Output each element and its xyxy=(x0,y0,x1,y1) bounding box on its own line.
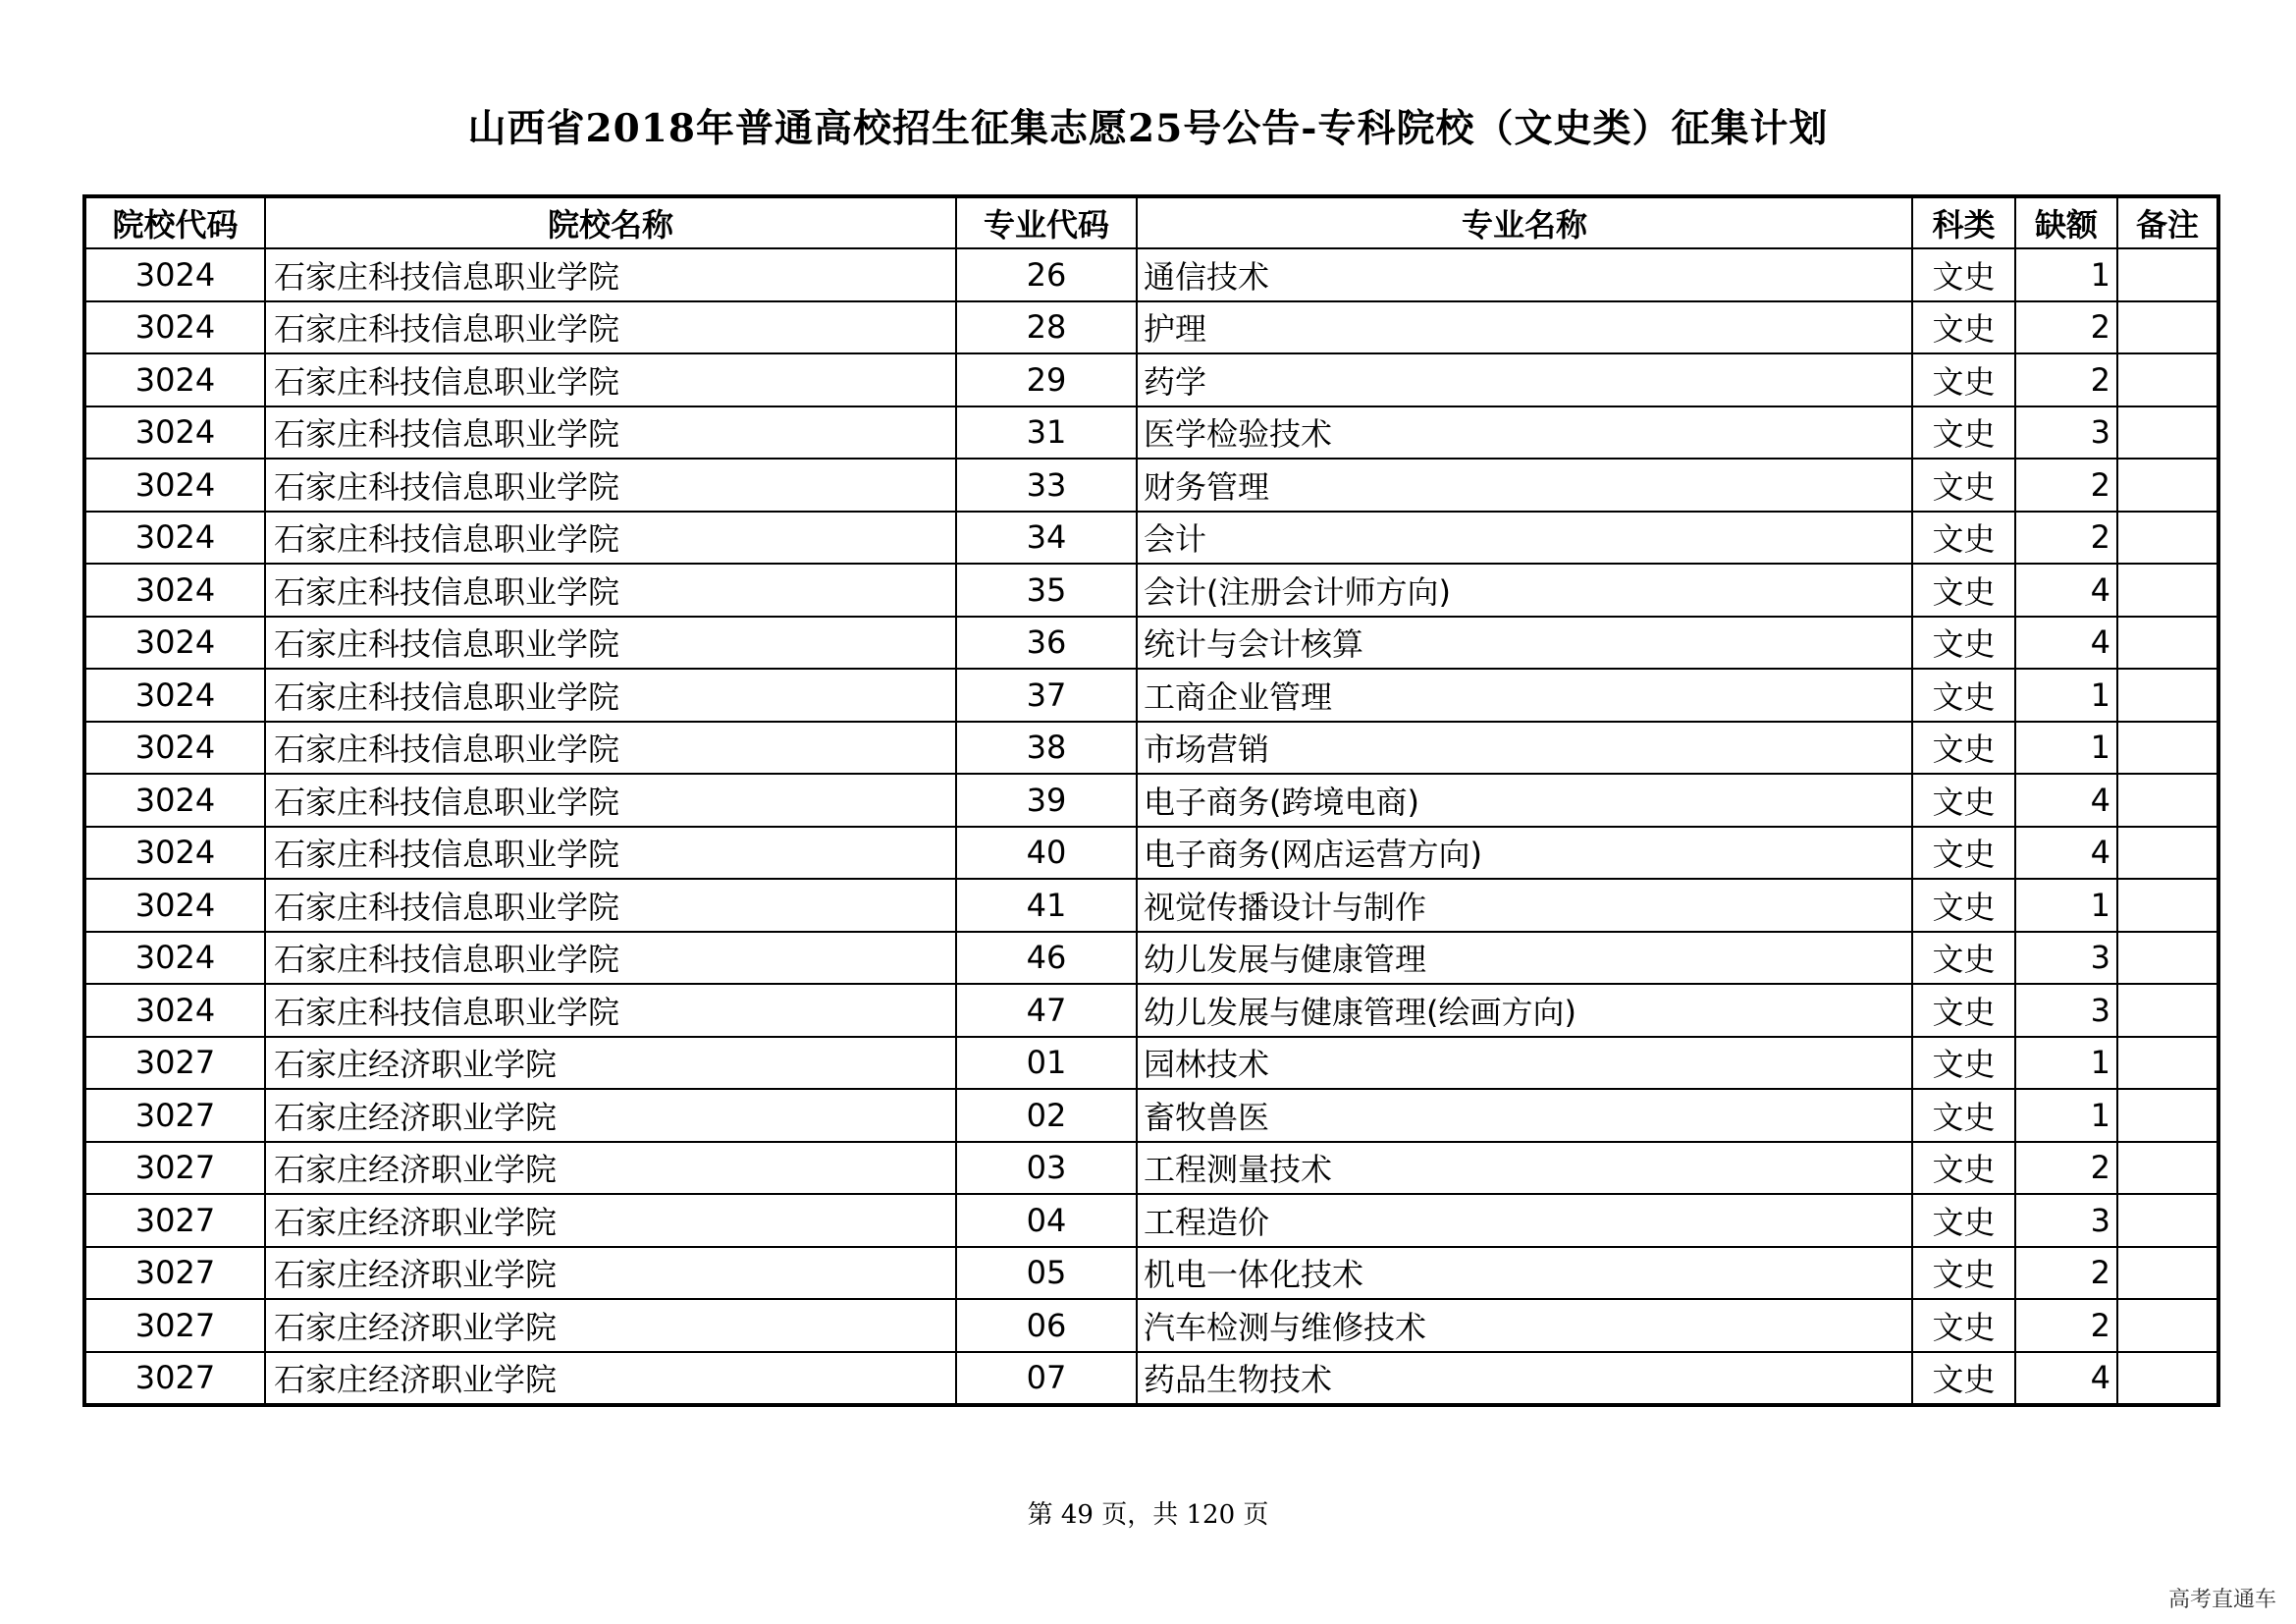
major-code-cell: 28 xyxy=(956,301,1137,354)
school-name-cell: 石家庄经济职业学院 xyxy=(265,1352,956,1406)
header-major-code: 专业代码 xyxy=(956,196,1137,248)
school-name-cell: 石家庄科技信息职业学院 xyxy=(265,406,956,460)
major-code-cell: 46 xyxy=(956,932,1137,985)
school-code-cell: 3027 xyxy=(84,1247,265,1300)
vacancies-cell: 2 xyxy=(2015,1247,2117,1300)
school-name-cell: 石家庄科技信息职业学院 xyxy=(265,669,956,722)
major-name-cell: 会计(注册会计师方向) xyxy=(1137,564,1912,617)
header-category: 科类 xyxy=(1912,196,2015,248)
enrollment-plan-table xyxy=(82,194,2220,1407)
remarks-cell xyxy=(2117,512,2218,565)
major-name-cell: 市场营销 xyxy=(1137,722,1912,775)
major-name-cell: 汽车检测与维修技术 xyxy=(1137,1299,1912,1352)
vacancies-cell: 2 xyxy=(2015,1299,2117,1352)
major-code-cell: 37 xyxy=(956,669,1137,722)
category-cell: 文史 xyxy=(1912,984,2015,1037)
remarks-cell xyxy=(2117,248,2218,301)
school-code-cell: 3024 xyxy=(84,248,265,301)
major-code-cell: 34 xyxy=(956,512,1137,565)
vacancies-cell: 2 xyxy=(2015,301,2117,354)
remarks-cell xyxy=(2117,1142,2218,1195)
major-name-cell: 电子商务(网店运营方向) xyxy=(1137,827,1912,880)
vacancies-cell: 1 xyxy=(2015,1089,2117,1142)
table-row xyxy=(84,1089,2218,1142)
table-row xyxy=(84,617,2218,670)
header-remarks: 备注 xyxy=(2117,196,2218,248)
header-school-name: 院校名称 xyxy=(265,196,956,248)
table-header-row xyxy=(84,196,2218,248)
major-name-cell: 视觉传播设计与制作 xyxy=(1137,879,1912,932)
remarks-cell xyxy=(2117,1194,2218,1247)
school-name-cell: 石家庄科技信息职业学院 xyxy=(265,512,956,565)
category-cell: 文史 xyxy=(1912,879,2015,932)
vacancies-cell: 3 xyxy=(2015,984,2117,1037)
category-cell: 文史 xyxy=(1912,669,2015,722)
table-row xyxy=(84,512,2218,565)
school-name-cell: 石家庄经济职业学院 xyxy=(265,1037,956,1090)
major-code-cell: 36 xyxy=(956,617,1137,670)
table-row xyxy=(84,406,2218,460)
remarks-cell xyxy=(2117,564,2218,617)
category-cell: 文史 xyxy=(1912,1037,2015,1090)
school-code-cell: 3024 xyxy=(84,722,265,775)
school-code-cell: 3024 xyxy=(84,512,265,565)
major-name-cell: 护理 xyxy=(1137,301,1912,354)
major-code-cell: 05 xyxy=(956,1247,1137,1300)
major-code-cell: 07 xyxy=(956,1352,1137,1406)
table-row xyxy=(84,564,2218,617)
school-name-cell: 石家庄科技信息职业学院 xyxy=(265,564,956,617)
category-cell: 文史 xyxy=(1912,353,2015,406)
category-cell: 文史 xyxy=(1912,1352,2015,1406)
table-body xyxy=(84,248,2218,1405)
school-name-cell: 石家庄科技信息职业学院 xyxy=(265,827,956,880)
major-name-cell: 畜牧兽医 xyxy=(1137,1089,1912,1142)
school-code-cell: 3024 xyxy=(84,564,265,617)
table-row xyxy=(84,1299,2218,1352)
major-code-cell: 02 xyxy=(956,1089,1137,1142)
table-row xyxy=(84,774,2218,827)
school-name-cell: 石家庄科技信息职业学院 xyxy=(265,932,956,985)
major-code-cell: 38 xyxy=(956,722,1137,775)
category-cell: 文史 xyxy=(1912,774,2015,827)
vacancies-cell: 3 xyxy=(2015,406,2117,460)
category-cell: 文史 xyxy=(1912,722,2015,775)
school-code-cell: 3027 xyxy=(84,1194,265,1247)
table-row xyxy=(84,827,2218,880)
table-row xyxy=(84,932,2218,985)
vacancies-cell: 3 xyxy=(2015,1194,2117,1247)
major-code-cell: 40 xyxy=(956,827,1137,880)
school-code-cell: 3024 xyxy=(84,774,265,827)
category-cell: 文史 xyxy=(1912,1194,2015,1247)
vacancies-cell: 3 xyxy=(2015,932,2117,985)
school-code-cell: 3024 xyxy=(84,879,265,932)
remarks-cell xyxy=(2117,1089,2218,1142)
school-name-cell: 石家庄科技信息职业学院 xyxy=(265,248,956,301)
school-code-cell: 3027 xyxy=(84,1089,265,1142)
category-cell: 文史 xyxy=(1912,512,2015,565)
table-row xyxy=(84,669,2218,722)
vacancies-cell: 1 xyxy=(2015,1037,2117,1090)
remarks-cell xyxy=(2117,406,2218,460)
major-code-cell: 01 xyxy=(956,1037,1137,1090)
school-code-cell: 3027 xyxy=(84,1037,265,1090)
table-row xyxy=(84,984,2218,1037)
school-name-cell: 石家庄科技信息职业学院 xyxy=(265,301,956,354)
remarks-cell xyxy=(2117,1247,2218,1300)
vacancies-cell: 4 xyxy=(2015,774,2117,827)
remarks-cell xyxy=(2117,617,2218,670)
school-code-cell: 3024 xyxy=(84,353,265,406)
category-cell: 文史 xyxy=(1912,1142,2015,1195)
category-cell: 文史 xyxy=(1912,1089,2015,1142)
major-name-cell: 幼儿发展与健康管理 xyxy=(1137,932,1912,985)
document-title: 山西省2018年普通高校招生征集志愿25号公告-专科院校（文史类）征集计划 xyxy=(467,106,1829,151)
school-name-cell: 石家庄科技信息职业学院 xyxy=(265,984,956,1037)
major-name-cell: 医学检验技术 xyxy=(1137,406,1912,460)
table-row xyxy=(84,459,2218,512)
major-name-cell: 工商企业管理 xyxy=(1137,669,1912,722)
vacancies-cell: 1 xyxy=(2015,879,2117,932)
remarks-cell xyxy=(2117,932,2218,985)
school-name-cell: 石家庄科技信息职业学院 xyxy=(265,879,956,932)
school-name-cell: 石家庄经济职业学院 xyxy=(265,1142,956,1195)
major-code-cell: 29 xyxy=(956,353,1137,406)
major-code-cell: 06 xyxy=(956,1299,1137,1352)
table-row xyxy=(84,1352,2218,1406)
category-cell: 文史 xyxy=(1912,564,2015,617)
school-code-cell: 3027 xyxy=(84,1299,265,1352)
remarks-cell xyxy=(2117,1037,2218,1090)
major-code-cell: 26 xyxy=(956,248,1137,301)
school-code-cell: 3024 xyxy=(84,459,265,512)
category-cell: 文史 xyxy=(1912,1247,2015,1300)
table-row xyxy=(84,879,2218,932)
category-cell: 文史 xyxy=(1912,1299,2015,1352)
major-name-cell: 通信技术 xyxy=(1137,248,1912,301)
major-name-cell: 工程测量技术 xyxy=(1137,1142,1912,1195)
major-code-cell: 41 xyxy=(956,879,1137,932)
school-name-cell: 石家庄科技信息职业学院 xyxy=(265,722,956,775)
school-code-cell: 3024 xyxy=(84,932,265,985)
major-name-cell: 园林技术 xyxy=(1137,1037,1912,1090)
school-code-cell: 3024 xyxy=(84,827,265,880)
remarks-cell xyxy=(2117,722,2218,775)
remarks-cell xyxy=(2117,1352,2218,1406)
remarks-cell xyxy=(2117,353,2218,406)
table-row xyxy=(84,1037,2218,1090)
table-row xyxy=(84,1194,2218,1247)
page-footer: 第 49 页，共 120 页 xyxy=(1027,1500,1269,1530)
school-code-cell: 3024 xyxy=(84,669,265,722)
vacancies-cell: 2 xyxy=(2015,353,2117,406)
major-code-cell: 35 xyxy=(956,564,1137,617)
school-name-cell: 石家庄科技信息职业学院 xyxy=(265,617,956,670)
major-code-cell: 31 xyxy=(956,406,1137,460)
remarks-cell xyxy=(2117,669,2218,722)
school-code-cell: 3024 xyxy=(84,406,265,460)
major-name-cell: 电子商务(跨境电商) xyxy=(1137,774,1912,827)
table-row xyxy=(84,722,2218,775)
school-name-cell: 石家庄经济职业学院 xyxy=(265,1299,956,1352)
major-code-cell: 33 xyxy=(956,459,1137,512)
header-major-name: 专业名称 xyxy=(1137,196,1912,248)
major-name-cell: 工程造价 xyxy=(1137,1194,1912,1247)
major-name-cell: 机电一体化技术 xyxy=(1137,1247,1912,1300)
remarks-cell xyxy=(2117,1299,2218,1352)
vacancies-cell: 2 xyxy=(2015,459,2117,512)
header-school-code: 院校代码 xyxy=(84,196,265,248)
category-cell: 文史 xyxy=(1912,827,2015,880)
major-name-cell: 财务管理 xyxy=(1137,459,1912,512)
category-cell: 文史 xyxy=(1912,301,2015,354)
major-name-cell: 会计 xyxy=(1137,512,1912,565)
remarks-cell xyxy=(2117,301,2218,354)
vacancies-cell: 1 xyxy=(2015,248,2117,301)
remarks-cell xyxy=(2117,984,2218,1037)
category-cell: 文史 xyxy=(1912,617,2015,670)
school-code-cell: 3024 xyxy=(84,617,265,670)
remarks-cell xyxy=(2117,879,2218,932)
table-row xyxy=(84,301,2218,354)
school-code-cell: 3027 xyxy=(84,1352,265,1406)
school-code-cell: 3027 xyxy=(84,1142,265,1195)
school-name-cell: 石家庄科技信息职业学院 xyxy=(265,459,956,512)
school-name-cell: 石家庄经济职业学院 xyxy=(265,1247,956,1300)
school-code-cell: 3024 xyxy=(84,301,265,354)
header-vacancies: 缺额 xyxy=(2015,196,2117,248)
category-cell: 文史 xyxy=(1912,406,2015,460)
major-name-cell: 药学 xyxy=(1137,353,1912,406)
vacancies-cell: 4 xyxy=(2015,827,2117,880)
table-row xyxy=(84,248,2218,301)
category-cell: 文史 xyxy=(1912,248,2015,301)
remarks-cell xyxy=(2117,774,2218,827)
remarks-cell xyxy=(2117,827,2218,880)
table-row xyxy=(84,1142,2218,1195)
table-row xyxy=(84,353,2218,406)
school-name-cell: 石家庄科技信息职业学院 xyxy=(265,774,956,827)
school-name-cell: 石家庄经济职业学院 xyxy=(265,1194,956,1247)
vacancies-cell: 4 xyxy=(2015,1352,2117,1406)
vacancies-cell: 4 xyxy=(2015,617,2117,670)
vacancies-cell: 1 xyxy=(2015,669,2117,722)
major-code-cell: 03 xyxy=(956,1142,1137,1195)
vacancies-cell: 2 xyxy=(2015,1142,2117,1195)
watermark-text: 高考直通车 xyxy=(2167,1588,2276,1612)
remarks-cell xyxy=(2117,459,2218,512)
major-name-cell: 统计与会计核算 xyxy=(1137,617,1912,670)
school-code-cell: 3024 xyxy=(84,984,265,1037)
major-code-cell: 04 xyxy=(956,1194,1137,1247)
major-code-cell: 39 xyxy=(956,774,1137,827)
table-row xyxy=(84,1247,2218,1300)
vacancies-cell: 1 xyxy=(2015,722,2117,775)
category-cell: 文史 xyxy=(1912,459,2015,512)
vacancies-cell: 4 xyxy=(2015,564,2117,617)
vacancies-cell: 2 xyxy=(2015,512,2117,565)
school-name-cell: 石家庄科技信息职业学院 xyxy=(265,353,956,406)
major-name-cell: 幼儿发展与健康管理(绘画方向) xyxy=(1137,984,1912,1037)
major-name-cell: 药品生物技术 xyxy=(1137,1352,1912,1406)
school-name-cell: 石家庄经济职业学院 xyxy=(265,1089,956,1142)
major-code-cell: 47 xyxy=(956,984,1137,1037)
category-cell: 文史 xyxy=(1912,932,2015,985)
